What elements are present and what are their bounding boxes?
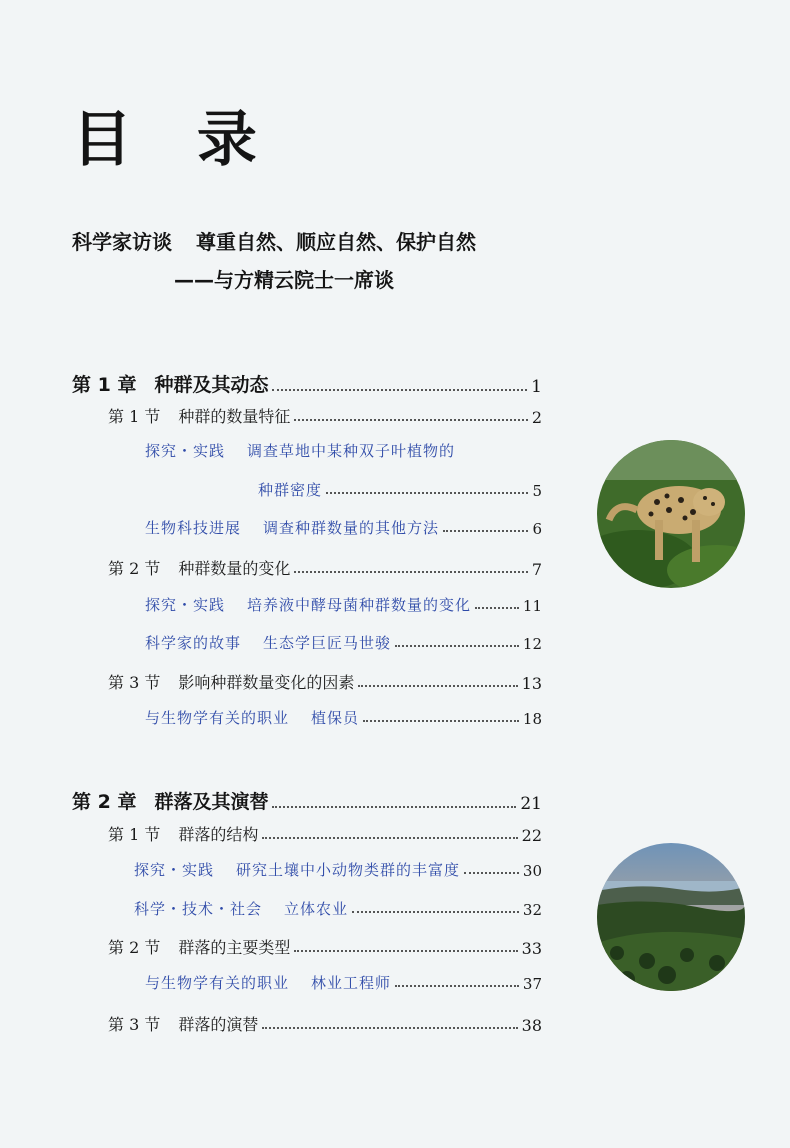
page-number: 13: [521, 674, 542, 693]
subentry-title: 培养液中酵母菌种群数量的变化: [247, 596, 472, 614]
toc-section[interactable]: [108, 822, 542, 845]
toc-subentry[interactable]: [145, 707, 542, 728]
subentry-category: 生物科技进展: [145, 519, 242, 537]
toc-subentry-continuation[interactable]: [258, 479, 542, 500]
leader-dots: [443, 530, 528, 532]
leader-dots: [475, 607, 519, 609]
leader-dots: [272, 806, 516, 808]
subentry-title-line2: 种群密度: [258, 481, 323, 499]
leader-dots: [395, 985, 519, 987]
subentry-category: 探究・实践: [145, 596, 226, 614]
page-number: 37: [522, 975, 542, 993]
toc-chapter-2[interactable]: [72, 787, 542, 814]
page-number: 38: [521, 1016, 542, 1035]
page-number: 18: [522, 710, 542, 728]
toc-chapter-1[interactable]: [72, 370, 542, 397]
subentry-category: 科学・技术・社会: [134, 900, 263, 918]
leader-dots: [326, 492, 528, 494]
toc-subentry[interactable]: [134, 898, 542, 919]
section-number: 第 1 节: [108, 825, 161, 844]
subentry-title: 调查种群数量的其他方法: [263, 519, 440, 537]
subentry-category: 科学家的故事: [145, 634, 242, 652]
page-number: 7: [531, 560, 542, 579]
section-number: 第 3 节: [108, 673, 161, 692]
section-number: 第 1 节: [108, 407, 161, 426]
leader-dots: [262, 1027, 517, 1029]
toc-subentry[interactable]: [145, 632, 542, 653]
interview-label: 科学家访谈: [72, 230, 172, 254]
interview-title: 尊重自然、顺应自然、保护自然: [196, 230, 476, 254]
chapter-number: 第 1 章: [72, 374, 137, 396]
subentry-title: 林业工程师: [311, 974, 392, 992]
page-number: 6: [532, 520, 542, 538]
subentry-title: 植保员: [311, 709, 360, 727]
section-number: 第 2 节: [108, 559, 161, 578]
page-number: 30: [522, 862, 542, 880]
section-title: 群落的主要类型: [178, 938, 291, 957]
leader-dots: [294, 571, 527, 573]
page-number: 22: [521, 826, 542, 845]
page-number: 1: [531, 377, 542, 397]
subentry-title: 生态学巨匠马世骏: [263, 634, 392, 652]
page-number: 5: [532, 482, 542, 500]
section-number: 第 3 节: [108, 1015, 161, 1034]
page-number: 21: [520, 794, 542, 814]
toc-section[interactable]: [108, 556, 542, 579]
toc-subentry[interactable]: [145, 972, 542, 993]
leader-dots: [294, 950, 517, 952]
subentry-title: 研究土壤中小动物类群的丰富度: [236, 861, 461, 879]
leader-dots: [352, 911, 519, 913]
leader-dots: [363, 720, 519, 722]
toc-section[interactable]: [108, 404, 542, 427]
leader-dots: [395, 645, 519, 647]
page-number: 12: [522, 635, 542, 653]
page-number: 32: [522, 901, 542, 919]
toc-subentry[interactable]: [134, 859, 542, 880]
subentry-title: 立体农业: [284, 900, 349, 918]
toc-subentry[interactable]: [145, 440, 505, 461]
chapter-title: 种群及其动态: [154, 374, 269, 396]
chapter-number: 第 2 章: [72, 791, 137, 813]
page-number: 2: [531, 408, 542, 427]
section-title: 种群数量的变化: [178, 559, 291, 578]
section-title: 群落的结构: [178, 825, 259, 844]
page-title: 目 录: [72, 105, 279, 175]
toc-section[interactable]: [108, 670, 542, 693]
landscape-photo: [597, 843, 745, 991]
section-title: 种群的数量特征: [178, 407, 291, 426]
section-title: 群落的演替: [178, 1015, 259, 1034]
toc-section[interactable]: [108, 935, 542, 958]
interview-subtitle: ——与方精云院士一席谈: [174, 268, 394, 292]
leader-dots: [464, 872, 519, 874]
section-number: 第 2 节: [108, 938, 161, 957]
subentry-title: 调查草地中某种双子叶植物的: [247, 442, 456, 460]
subentry-category: 与生物学有关的职业: [145, 709, 290, 727]
toc-subentry[interactable]: [145, 594, 542, 615]
interview-entry[interactable]: [72, 226, 476, 255]
leader-dots: [294, 419, 527, 421]
leopard-photo: [597, 440, 745, 588]
toc-section[interactable]: [108, 1012, 542, 1035]
page-number: 33: [521, 939, 542, 958]
section-title: 影响种群数量变化的因素: [178, 673, 355, 692]
leader-dots: [358, 685, 517, 687]
toc-subentry[interactable]: [145, 517, 542, 538]
page-number: 11: [522, 597, 542, 615]
chapter-title: 群落及其演替: [154, 791, 269, 813]
subentry-category: 与生物学有关的职业: [145, 974, 290, 992]
subentry-category: 探究・实践: [145, 442, 226, 460]
leader-dots: [262, 837, 517, 839]
leader-dots: [272, 389, 527, 391]
subentry-category: 探究・实践: [134, 861, 215, 879]
